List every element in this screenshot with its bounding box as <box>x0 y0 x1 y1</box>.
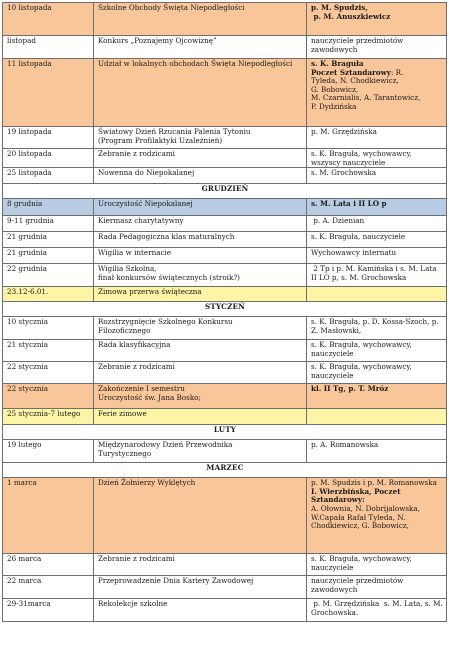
event-row <box>3 576 447 599</box>
responsible-line <box>311 200 443 209</box>
event-row <box>3 340 447 362</box>
event-name <box>94 168 307 184</box>
event-name-line: Rekolekcje szkolne <box>98 599 168 609</box>
event-date: 21 stycznia <box>3 340 94 362</box>
responsible-line <box>311 150 443 167</box>
responsible-text: s. K. Braguła, wychowawcy, wszyscy nauczyciele <box>311 149 415 167</box>
event-responsible <box>307 440 447 463</box>
schedule-body <box>3 3 447 622</box>
responsible-line <box>311 441 443 450</box>
event-name-line: (Program Profilaktyki Uzależnień) <box>98 135 223 145</box>
event-row <box>3 36 447 59</box>
event-row <box>3 554 447 576</box>
event-responsible <box>307 384 447 409</box>
responsible-line <box>311 249 443 258</box>
responsible-line <box>311 128 443 137</box>
event-name <box>94 440 307 463</box>
event-responsible <box>307 232 447 248</box>
responsible-text: s. M. Grochowska <box>311 168 377 178</box>
event-row <box>3 149 447 168</box>
event-responsible <box>307 59 447 127</box>
month-header-row <box>3 425 447 440</box>
event-row <box>3 409 447 425</box>
responsible-text: P. Dydzińska <box>311 101 357 111</box>
event-row <box>3 478 447 554</box>
month-header: MARZEC <box>3 463 447 478</box>
event-row <box>3 287 447 302</box>
responsible-text: p. A. Dzienian <box>311 216 365 226</box>
responsible-text: p. M. Grzędzińska s. M. Lata, s. M. Grochowska. <box>311 599 446 617</box>
event-responsible <box>307 149 447 168</box>
responsible-line <box>311 555 443 572</box>
responsible-line <box>311 363 443 380</box>
event-responsible <box>307 554 447 576</box>
responsible-line <box>311 13 443 22</box>
event-name-line: Szkolne Obchody Święta Niepodległości <box>98 3 245 12</box>
responsible-text: nauczyciele przedmiotów zawodowych <box>311 36 406 54</box>
responsible-line <box>311 599 446 617</box>
event-date: 22 grudnia <box>3 264 94 287</box>
event-date: 19 listopada <box>3 127 94 149</box>
event-responsible <box>307 409 447 425</box>
responsible-text: G. Bobowicz, <box>311 84 359 94</box>
event-responsible <box>307 199 447 216</box>
event-row <box>3 248 447 264</box>
school-events-schedule-table <box>2 2 447 622</box>
event-responsible <box>307 287 447 302</box>
event-date: 21 grudnia <box>3 248 94 264</box>
event-row <box>3 59 447 127</box>
responsible-line <box>311 488 443 505</box>
event-name-line: Ferie zimowe <box>98 409 147 419</box>
event-date: 19 lutego <box>3 440 94 463</box>
event-name-line: Filozoficznego <box>98 325 151 335</box>
event-responsible <box>307 576 447 599</box>
responsible-line <box>311 505 443 531</box>
month-header: GRUDZIEŃ <box>3 184 447 199</box>
responsible-line <box>311 341 443 358</box>
event-date: 25 stycznia-7 lutego <box>3 409 94 425</box>
event-responsible <box>307 127 447 149</box>
event-name-line: Dzień Żołnierzy Wyklętych <box>98 478 196 488</box>
responsible-text: s. K. Braguła, wychowawcy, nauczyciele <box>311 554 415 572</box>
event-name <box>94 127 307 149</box>
event-date: 22 stycznia <box>3 362 94 384</box>
event-date: 1 marca <box>3 478 94 554</box>
event-responsible <box>307 264 447 287</box>
responsible-text: p. M. Spudzis i p. M. Romanowska <box>311 478 437 488</box>
event-name-line: Rozstrzygnięcie Szkolnego Konkursu <box>98 317 233 327</box>
event-responsible <box>307 36 447 59</box>
event-name <box>94 478 307 554</box>
responsible-text: A. Ołownia, N. Dobrijalowska, W.Capała Rafał Tyleda, N. Chodkiewicz, G. Bobowicz, <box>311 503 423 531</box>
event-responsible <box>307 3 447 36</box>
event-date: 20 listopada <box>3 149 94 168</box>
responsible-text: p. M. Grzędzińska <box>311 127 377 136</box>
event-name-line: Rada Pedagogiczna klas maturalnych <box>98 232 235 242</box>
responsible-text: s. K. Braguła, nauczyciele <box>311 232 406 242</box>
responsible-line <box>311 385 443 394</box>
event-name-line: Zebranie z rodzicami <box>98 149 175 158</box>
event-date: 26 marca <box>3 554 94 576</box>
event-row <box>3 168 447 184</box>
responsible-line <box>311 233 443 242</box>
responsible-line <box>311 577 443 594</box>
event-name <box>94 317 307 340</box>
month-header-row <box>3 302 447 317</box>
month-header: LUTY <box>3 425 447 440</box>
event-row <box>3 216 447 232</box>
event-row <box>3 317 447 340</box>
event-row <box>3 599 447 622</box>
event-date: 9-11 grudnia <box>3 216 94 232</box>
event-responsible <box>307 340 447 362</box>
responsible-text: p. A. Romanowska <box>311 440 379 450</box>
event-name <box>94 409 307 425</box>
event-name <box>94 384 307 409</box>
event-date: 21 grudnia <box>3 232 94 248</box>
responsible-line <box>311 318 443 335</box>
event-name-line: Nowenna do Niepokalanej <box>98 168 195 178</box>
event-name <box>94 216 307 232</box>
month-header: STYCZEŃ <box>3 302 447 317</box>
event-name-line: Uroczystość św. Jana Bosko; <box>98 392 201 402</box>
event-name-line: Kiermasz charytatywny <box>98 216 184 226</box>
event-name-line: Przeprowadzenie Dnia Kariery Zawodowej <box>98 576 254 586</box>
event-responsible <box>307 216 447 232</box>
event-responsible <box>307 317 447 340</box>
event-row <box>3 3 447 36</box>
responsible-text: Tyleda, N. Chodkiewicz, <box>311 76 399 86</box>
event-name-line: finał konkursów świątecznych (stroik?) <box>98 272 240 282</box>
event-name-line: Rada klasyfikacyjna <box>98 340 171 350</box>
event-name <box>94 59 307 127</box>
responsible-line <box>311 37 443 54</box>
responsible-text: p. M. Spudzis, <box>311 3 368 12</box>
responsible-text: p. M. Anuszkiewicz <box>311 11 391 21</box>
event-name <box>94 340 307 362</box>
event-row <box>3 264 447 287</box>
event-name <box>94 362 307 384</box>
event-responsible <box>307 478 447 554</box>
event-name-line: Zebranie z rodzicami <box>98 362 175 372</box>
responsible-text: Wychowawcy internatu <box>311 248 397 258</box>
responsible-text: kl. II Tg, p. T. Mróz <box>311 384 389 394</box>
event-name <box>94 232 307 248</box>
responsible-line <box>311 265 443 282</box>
event-name <box>94 287 307 302</box>
event-name-line: Międzynarodowy Dzień Przewodnika <box>98 440 233 450</box>
event-name <box>94 264 307 287</box>
event-row <box>3 232 447 248</box>
event-name <box>94 36 307 59</box>
event-responsible <box>307 599 447 622</box>
event-name-line: Uroczystość Niepokalanej <box>98 199 193 209</box>
event-row <box>3 384 447 409</box>
event-name <box>94 576 307 599</box>
event-date: 11 listopada <box>3 59 94 127</box>
event-date: 23.12-6.01. <box>3 287 94 302</box>
event-date: 8 grudnia <box>3 199 94 216</box>
event-date: 10 listopada <box>3 3 94 36</box>
event-name <box>94 199 307 216</box>
event-name <box>94 3 307 36</box>
event-row <box>3 127 447 149</box>
event-name-line: Światowy Dzień Rzucania Palenia Tytoniu <box>98 127 251 136</box>
event-responsible <box>307 168 447 184</box>
event-row <box>3 199 447 216</box>
event-name-line: Zimowa przerwa świąteczna <box>98 287 202 297</box>
event-name-line: Turystycznego <box>98 448 152 458</box>
responsible-text: nauczyciele przedmiotów zawodowych <box>311 576 406 594</box>
responsible-text: s. K. Braguła, wychowawcy, nauczyciele <box>311 362 415 380</box>
event-name <box>94 599 307 622</box>
event-name <box>94 149 307 168</box>
responsible-text-tail: : R. <box>390 67 404 77</box>
responsible-text: s. K. Braguła, wychowawcy, nauczyciele <box>311 340 415 358</box>
event-date: listopad <box>3 36 94 59</box>
event-date: 22 marca <box>3 576 94 599</box>
responsible-text: M. Czarnialis, A. Tarantowicz, <box>311 93 421 103</box>
event-name <box>94 248 307 264</box>
responsible-text: 2 Tp i p. M. Kamińska i s. M. Lata II LO p, s. M. Grochowska <box>311 264 439 282</box>
month-header-row <box>3 463 447 478</box>
responsible-text: s. K. Braguła, p. D. Kossa-Szoch, p. Z. Masłowski, <box>311 317 441 335</box>
event-row <box>3 362 447 384</box>
event-date: 29-31marca <box>3 599 94 622</box>
event-name-line: Udział w lokalnych obchodach Święta Niepodległości <box>98 59 293 68</box>
event-date: 10 stycznia <box>3 317 94 340</box>
event-name-line: Konkurs „Poznajemy Ojcowiznę” <box>98 36 217 45</box>
responsible-line <box>311 169 443 178</box>
event-name-line: Zebranie z rodzicami <box>98 554 175 564</box>
event-name <box>94 554 307 576</box>
event-name-line: Zakończenie I semestru <box>98 384 185 394</box>
responsible-line <box>311 217 443 226</box>
responsible-text: Poczet Sztandarowy <box>311 67 391 77</box>
event-responsible <box>307 248 447 264</box>
month-header-row <box>3 184 447 199</box>
event-name-line: Wigilia Szkolna, <box>98 264 157 274</box>
event-name-line: Wigilia w internacie <box>98 248 172 258</box>
responsible-text: s. K. Braguła <box>311 59 364 68</box>
responsible-text: I. Wierzbińska, Poczet Sztandarowy: <box>311 486 404 505</box>
responsible-line <box>311 103 443 112</box>
event-date: 25 listopada <box>3 168 94 184</box>
event-responsible <box>307 362 447 384</box>
event-date: 22 stycznia <box>3 384 94 409</box>
event-row <box>3 440 447 463</box>
responsible-text: s. M. Lata i II LO p <box>311 199 387 209</box>
